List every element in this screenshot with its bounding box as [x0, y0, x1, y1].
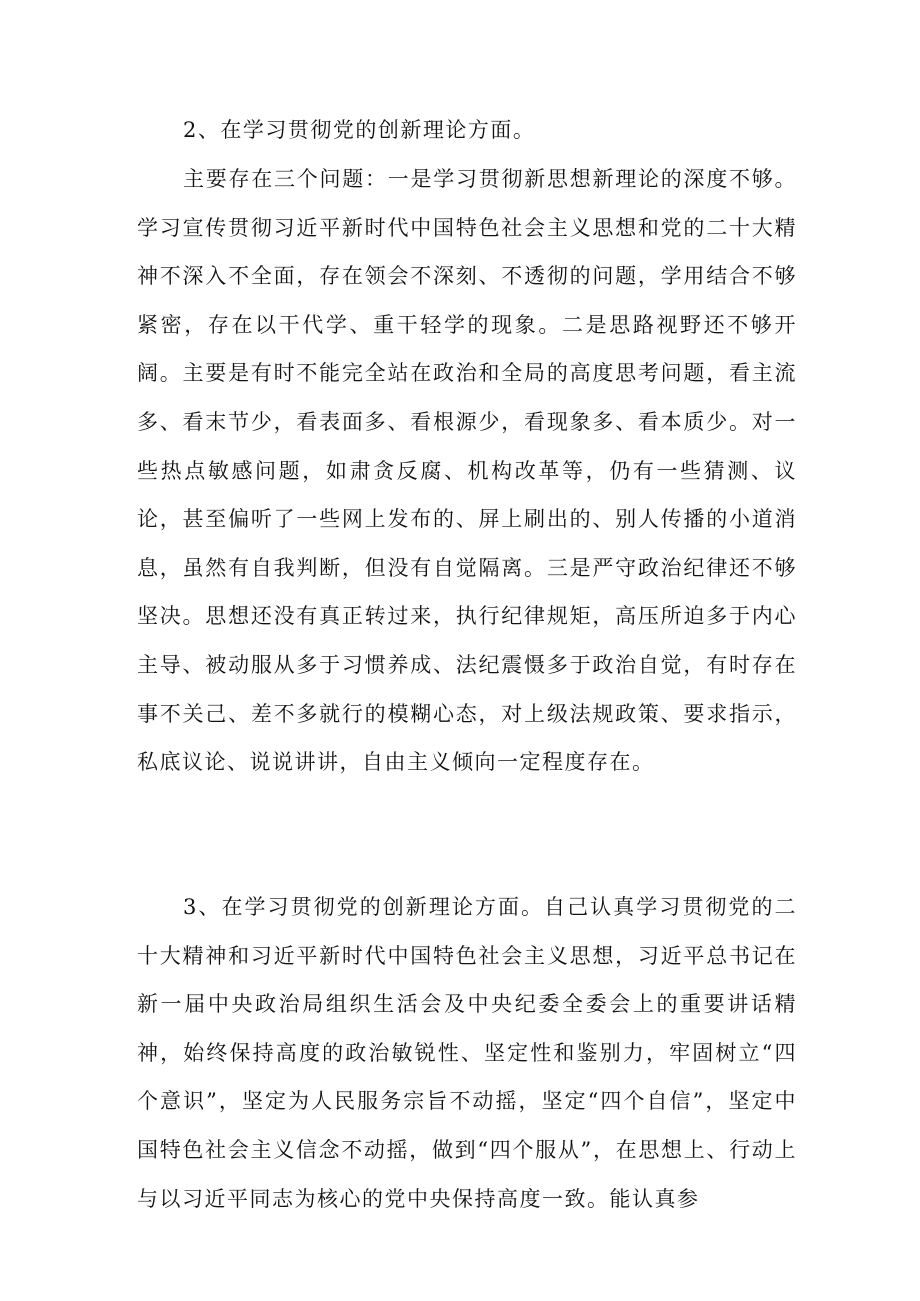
section-3-paragraph: 3、在学习贯彻党的创新理论方面。自己认真学习贯彻党的二十大精神和习近平新时代中国特色社会主义思想，习近平总书记在新一届中央政治局组织生活会及中央纪委全委会上的重要讲话精神，始终保持高度的政治敏锐性、坚定性和鉴别力，牢固树立“四个意识”，坚定为人民服务宗旨不动摇，坚定“四个自信”，坚定中国特色社会主义信念不动摇，做到“四个服从”，在思想上、行动上与以习近平同志为核心的党中央保持高度一致。能认真参 [137, 895, 797, 1211]
section-2-heading: 2、在学习贯彻党的创新理论方面。 [183, 118, 536, 142]
section-2-body-paragraph: 主要存在三个问题：一是学习贯彻新思想新理论的深度不够。学习宣传贯彻习近平新时代中国特色社会主义思想和党的二十大精神不深入不全面，存在领会不深刻、不透彻的问题，学用结合不够紧密，存在以干代学、重干轻学的现象。二是思路视野还不够开阔。主要是有时不能完全站在政治和全局的高度思考问题，看主流多、看末节少，看表面多、看根源少，看现象多、看本质少。对一些热点敏感问题，如肃贪反腐、机构改革等，仍有一些猜测、议论，甚至偏听了一些网上发布的、屏上刷出的、别人传播的小道消息，虽然有自我判断，但没有自觉隔离。三是严守政治纪律还不够坚决。思想还没有真正转过来，执行纪律规矩，高压所迫多于内心主导、被动服从多于习惯养成、法纪震慑多于政治自觉，有时存在事不关己、差不多就行的模糊心态，对上级法规政策、要求指示，私底议论、说说讲讲，自由主义倾向一定程度存在。 [137, 167, 797, 775]
